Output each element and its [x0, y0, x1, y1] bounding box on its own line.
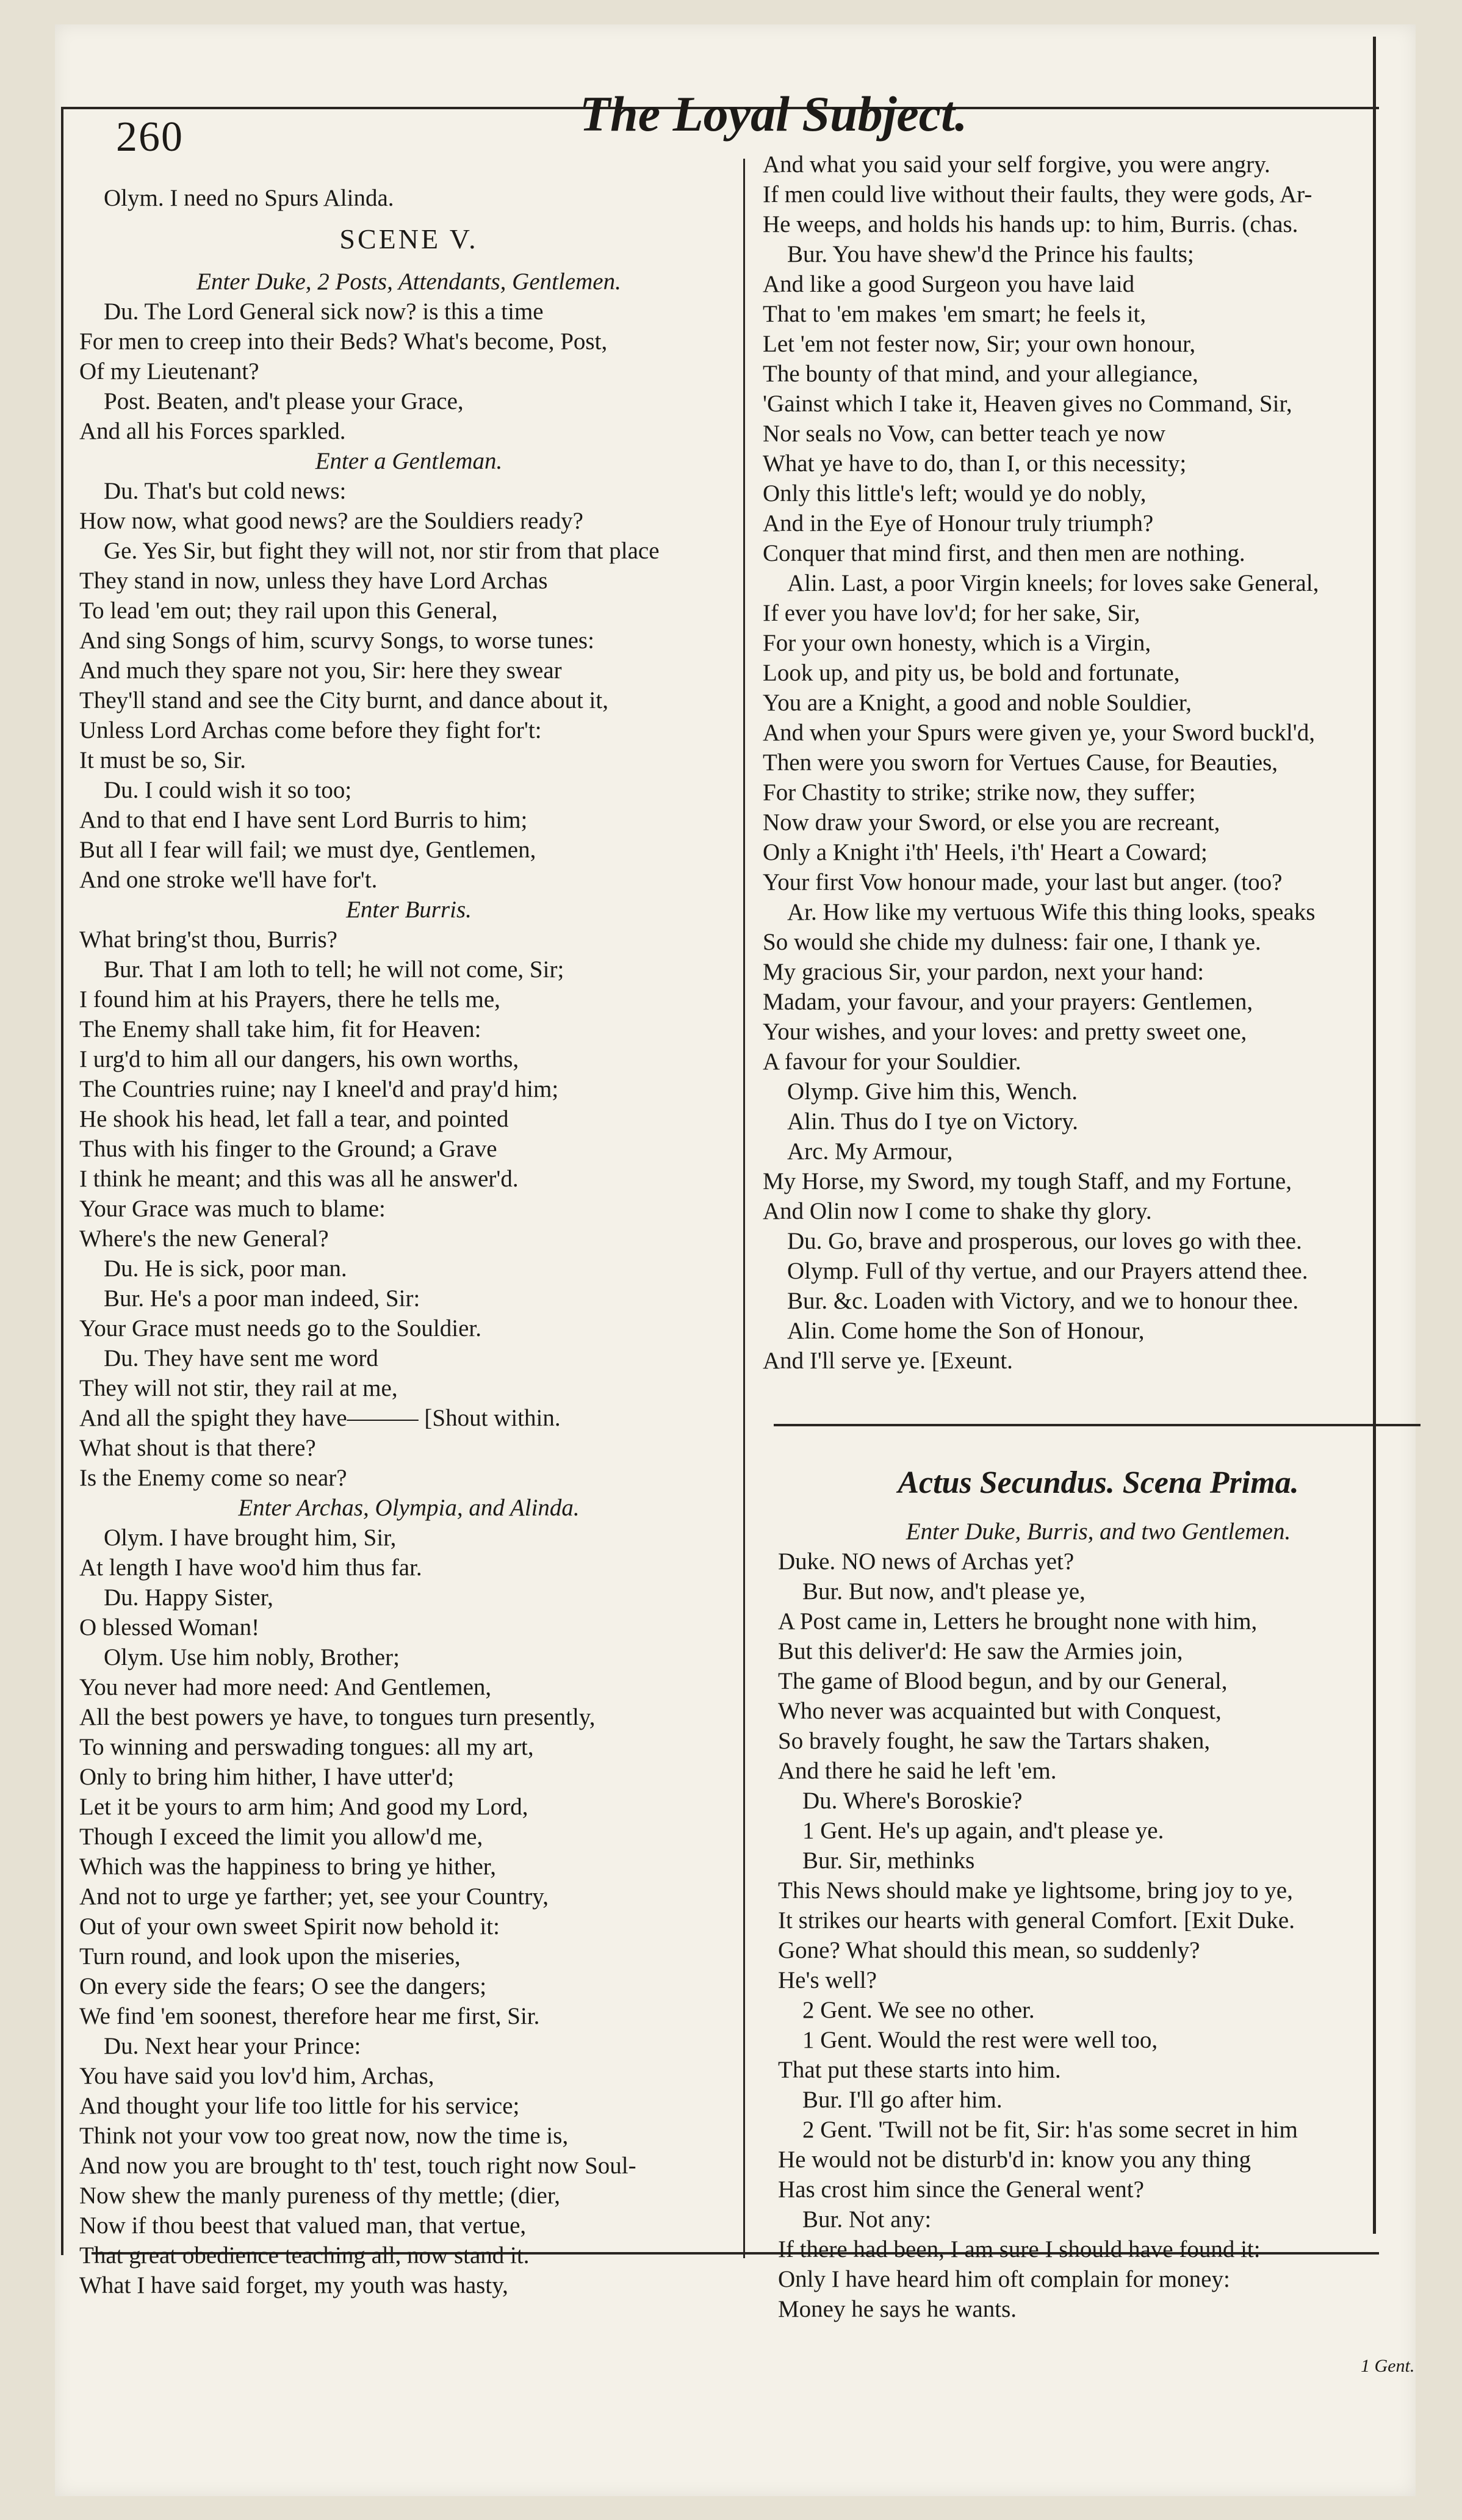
text-line: Is the Enemy come so near?: [79, 1465, 347, 1491]
text-line: Only this little's left; would ye do nobly,: [763, 480, 1147, 507]
page-number: 260: [116, 114, 184, 161]
text-line: But this deliver'd: He saw the Armies join,: [778, 1638, 1183, 1664]
stage-direction: Enter Archas, Olympia, and Alinda.: [238, 1495, 580, 1521]
text-line: O blessed Woman!: [79, 1614, 260, 1641]
text-line: What ye have to do, than I, or this necessity;: [763, 450, 1187, 477]
text-line: What shout is that there?: [79, 1435, 316, 1461]
text-line: They'll stand and see the City burnt, and dance about it,: [79, 687, 608, 713]
text-line: 'Gainst which I take it, Heaven gives no Command, Sir,: [763, 391, 1292, 417]
text-line: You are a Knight, a good and noble Souldier,: [763, 690, 1192, 716]
scene-heading: SCENE V.: [339, 223, 478, 255]
text-line: A Post came in, Letters he brought none with him,: [778, 1608, 1258, 1634]
text-line: If men could live without their faults, they were gods, Ar-: [763, 181, 1313, 208]
text-line: And there he said he left 'em.: [778, 1758, 1057, 1784]
text-line: Bur. That I am loth to tell; he will not come, Sir;: [104, 956, 564, 983]
text-line: And all his Forces sparkled.: [79, 418, 346, 444]
text-line: Arc. My Armour,: [787, 1138, 953, 1164]
text-line: Of my Lieutenant?: [79, 358, 259, 384]
text-line: Now shew the manly pureness of thy mettle; (dier,: [79, 2182, 560, 2209]
text-line: He shook his head, let fall a tear, and pointed: [79, 1106, 509, 1132]
text-line: 1 Gent. He's up again, and't please ye.: [802, 1818, 1164, 1844]
text-line: Olym. Use him nobly, Brother;: [104, 1644, 400, 1670]
text-line: Du. Where's Boroskie?: [802, 1788, 1023, 1814]
text-line: Du. I could wish it so too;: [104, 777, 352, 803]
text-line: Du. That's but cold news:: [104, 478, 347, 504]
text-line: And all the spight they have——— [Shout within.: [79, 1405, 561, 1431]
left-rule: [61, 107, 63, 2255]
text-line: Your Grace was much to blame:: [79, 1196, 386, 1222]
text-line: Bur. Not any:: [802, 2206, 932, 2233]
text-line: You have said you lov'd him, Archas,: [79, 2063, 434, 2089]
text-line: I think he meant; and this was all he answer'd.: [79, 1166, 519, 1192]
text-line: Now if thou beest that valued man, that vertue,: [79, 2212, 527, 2239]
stage-direction: Enter Duke, Burris, and two Gentlemen.: [906, 1518, 1291, 1545]
text-line: And much they spare not you, Sir: here they swear: [79, 657, 562, 684]
text-line: Du. The Lord General sick now? is this a time: [104, 298, 544, 325]
text-line: That put these starts into him.: [778, 2057, 1061, 2083]
text-line: Olymp. Full of thy vertue, and our Prayers attend thee.: [787, 1258, 1308, 1284]
column-divider: [743, 159, 745, 2258]
text-line: All the best powers ye have, to tongues turn presently,: [79, 1704, 596, 1730]
text-line: My gracious Sir, your pardon, next your hand:: [763, 959, 1205, 985]
stage-direction: Enter a Gentleman.: [315, 448, 503, 474]
text-line: And sing Songs of him, scurvy Songs, to worse tunes:: [79, 627, 594, 654]
text-line: Madam, your favour, and your prayers: Gentlemen,: [763, 989, 1253, 1015]
text-line: So would she chide my dulness: fair one, I thank ye.: [763, 929, 1261, 955]
text-line: At length I have woo'd him thus far.: [79, 1554, 422, 1581]
text-line: For Chastity to strike; strike now, they suffer;: [763, 779, 1196, 806]
text-line: Bur. Sir, methinks: [802, 1847, 975, 1874]
text-line: 2 Gent. We see no other.: [802, 1997, 1035, 2023]
text-line: That to 'em makes 'em smart; he feels it,: [763, 301, 1147, 327]
text-line: Which was the happiness to bring ye hither,: [79, 1854, 496, 1880]
catchword: 1 Gent.: [1361, 2356, 1415, 2376]
text-line: Who never was acquainted but with Conquest,: [778, 1698, 1222, 1724]
text-line: And thought your life too little for his service;: [79, 2093, 520, 2119]
text-line: And now you are brought to th' test, touch right now Soul-: [79, 2153, 636, 2179]
text-line: Now draw your Sword, or else you are recreant,: [763, 809, 1220, 836]
text-line: Alin. Last, a poor Virgin kneels; for loves sake General,: [787, 570, 1319, 596]
text-line: What bring'st thou, Burris?: [79, 926, 337, 953]
text-line: If there had been, I am sure I should have found it:: [778, 2236, 1261, 2262]
text-line: Only I have heard him oft complain for money:: [778, 2266, 1230, 2292]
text-line: Olym. I need no Spurs Alinda.: [104, 185, 394, 211]
text-line: Alin. Thus do I tye on Victory.: [787, 1108, 1078, 1135]
text-line: Let it be yours to arm him; And good my Lord,: [79, 1794, 528, 1820]
text-line: Thus with his finger to the Ground; a Grave: [79, 1136, 497, 1162]
text-line: Let 'em not fester now, Sir; your own honour,: [763, 331, 1196, 357]
text-line: Money he says he wants.: [778, 2296, 1017, 2322]
text-line: What I have said forget, my youth was hasty,: [79, 2272, 508, 2298]
text-line: I urg'd to him all our dangers, his own worths,: [79, 1046, 519, 1072]
text-line: He weeps, and holds his hands up: to him, Burris. (chas.: [763, 211, 1298, 237]
text-line: And I'll serve ye. [Exeunt.: [763, 1348, 1013, 1374]
text-line: To winning and perswading tongues: all my art,: [79, 1734, 534, 1760]
text-line: Only a Knight i'th' Heels, i'th' Heart a Coward;: [763, 839, 1208, 865]
text-line: Ge. Yes Sir, but fight they will not, nor stir from that place: [104, 538, 660, 564]
text-line: Unless Lord Archas come before they fight for't:: [79, 717, 542, 743]
text-line: For your own honesty, which is a Virgin,: [763, 630, 1151, 656]
text-line: Du. They have sent me word: [104, 1345, 378, 1371]
text-line: Alin. Come home the Son of Honour,: [787, 1318, 1145, 1344]
text-line: He would not be disturb'd in: know you any thing: [778, 2146, 1251, 2173]
text-line: It strikes our hearts with general Comfort. [Exit Duke.: [778, 1907, 1295, 1933]
text-line: Duke. NO news of Archas yet?: [778, 1548, 1075, 1575]
text-line: The bounty of that mind, and your allegiance,: [763, 361, 1198, 387]
stage-direction: Enter Duke, 2 Posts, Attendants, Gentlemen.: [196, 269, 621, 295]
right-column-top: [763, 150, 1419, 1376]
text-line: He's well?: [778, 1967, 877, 1993]
text-line: And one stroke we'll have for't.: [79, 867, 378, 893]
text-line: You never had more need: And Gentlemen,: [79, 1674, 492, 1700]
text-line: And what you said your self forgive, you were angry.: [763, 151, 1270, 178]
text-line: But all I fear will fail; we must dye, Gentlemen,: [79, 837, 536, 863]
text-line: If ever you have lov'd; for her sake, Sir,: [763, 600, 1140, 626]
text-line: We find 'em soonest, therefore hear me first, Sir.: [79, 2003, 540, 2029]
text-line: Nor seals no Vow, can better teach ye now: [763, 421, 1165, 447]
text-line: My Horse, my Sword, my tough Staff, and my Fortune,: [763, 1168, 1292, 1194]
text-line: And to that end I have sent Lord Burris to him;: [79, 807, 528, 833]
text-line: This News should make ye lightsome, bring joy to ye,: [778, 1877, 1293, 1904]
text-line: Has crost him since the General went?: [778, 2176, 1144, 2203]
text-line: Olym. I have brought him, Sir,: [104, 1525, 397, 1551]
text-line: And when your Spurs were given ye, your Sword buckl'd,: [763, 720, 1315, 746]
text-line: Du. Go, brave and prosperous, our loves go with thee.: [787, 1228, 1302, 1254]
text-line: Bur. &c. Loaden with Victory, and we to honour thee.: [787, 1288, 1299, 1314]
text-line: Look up, and pity us, be bold and fortunate,: [763, 660, 1180, 686]
text-line: Gone? What should this mean, so suddenly?: [778, 1937, 1200, 1963]
text-line: And not to urge ye farther; yet, see your Country,: [79, 1883, 549, 1910]
text-line: That great obedience teaching all, now stand it.: [79, 2242, 530, 2269]
text-line: For men to creep into their Beds? What's become, Post,: [79, 328, 608, 355]
text-line: Conquer that mind first, and then men are nothing.: [763, 540, 1245, 566]
text-line: Olymp. Give him this, Wench.: [787, 1078, 1078, 1105]
text-line: Bur. But now, and't please ye,: [802, 1578, 1086, 1605]
running-title: The Loyal Subject.: [580, 86, 968, 142]
text-line: They will not stir, they rail at me,: [79, 1375, 398, 1401]
text-line: The Enemy shall take him, fit for Heaven:: [79, 1016, 481, 1042]
text-line: It must be so, Sir.: [79, 747, 247, 773]
text-line: Du. Next hear your Prince:: [104, 2033, 361, 2059]
text-line: So bravely fought, he saw the Tartars shaken,: [778, 1728, 1211, 1754]
text-line: Bur. You have shew'd the Prince his faults;: [787, 241, 1194, 267]
text-line: Your wishes, and your loves: and pretty sweet one,: [763, 1019, 1247, 1045]
text-line: 1 Gent. Would the rest were well too,: [802, 2027, 1158, 2053]
text-line: The Countries ruine; nay I kneel'd and pray'd him;: [79, 1076, 559, 1102]
text-line: Think not your vow too great now, now the time is,: [79, 2123, 569, 2149]
text-line: A favour for your Souldier.: [763, 1049, 1021, 1075]
text-line: Though I exceed the limit you allow'd me,: [79, 1824, 483, 1850]
text-line: Du. He is sick, poor man.: [104, 1255, 347, 1282]
text-line: They stand in now, unless they have Lord Archas: [79, 568, 548, 594]
text-line: And Olin now I come to shake thy glory.: [763, 1198, 1152, 1224]
text-line: Out of your own sweet Spirit now behold it:: [79, 1913, 500, 1940]
text-line: Then were you sworn for Vertues Cause, for Beauties,: [763, 749, 1278, 776]
text-line: I found him at his Prayers, there he tells me,: [79, 986, 500, 1013]
left-column: [79, 183, 738, 2300]
text-line: Turn round, and look upon the miseries,: [79, 1943, 461, 1969]
text-line: Ar. How like my vertuous Wife this thing looks, speaks: [787, 899, 1316, 925]
right-column-bottom: [778, 1462, 1419, 2324]
text-line: Your first Vow honour made, your last but anger. (too?: [763, 869, 1283, 895]
text-line: How now, what good news? are the Souldiers ready?: [79, 508, 583, 534]
text-line: The game of Blood begun, and by our General,: [778, 1668, 1228, 1694]
text-line: Where's the new General?: [79, 1226, 329, 1252]
text-line: Du. Happy Sister,: [104, 1584, 273, 1611]
text-line: And like a good Surgeon you have laid: [763, 271, 1135, 297]
text-line: Bur. I'll go after him.: [802, 2087, 1003, 2113]
text-line: Only to bring him hither, I have utter'd;: [79, 1764, 455, 1790]
text-line: 2 Gent. 'Twill not be fit, Sir: h'as some secret in him: [802, 2117, 1298, 2143]
act-divider-rule: [774, 1424, 1421, 1426]
text-line: To lead 'em out; they rail upon this General,: [79, 598, 498, 624]
act-heading: Actus Secundus. Scena Prima.: [898, 1465, 1299, 1500]
stage-direction: Enter Burris.: [346, 897, 472, 923]
text-line: And in the Eye of Honour truly triumph?: [763, 510, 1154, 536]
act-two-text: [778, 1517, 1419, 2324]
text-line: Bur. He's a poor man indeed, Sir:: [104, 1285, 420, 1312]
text-line: On every side the fears; O see the dangers;: [79, 1973, 487, 1999]
text-line: Post. Beaten, and't please your Grace,: [104, 388, 464, 414]
text-line: Your Grace must needs go to the Souldier.: [79, 1315, 481, 1341]
